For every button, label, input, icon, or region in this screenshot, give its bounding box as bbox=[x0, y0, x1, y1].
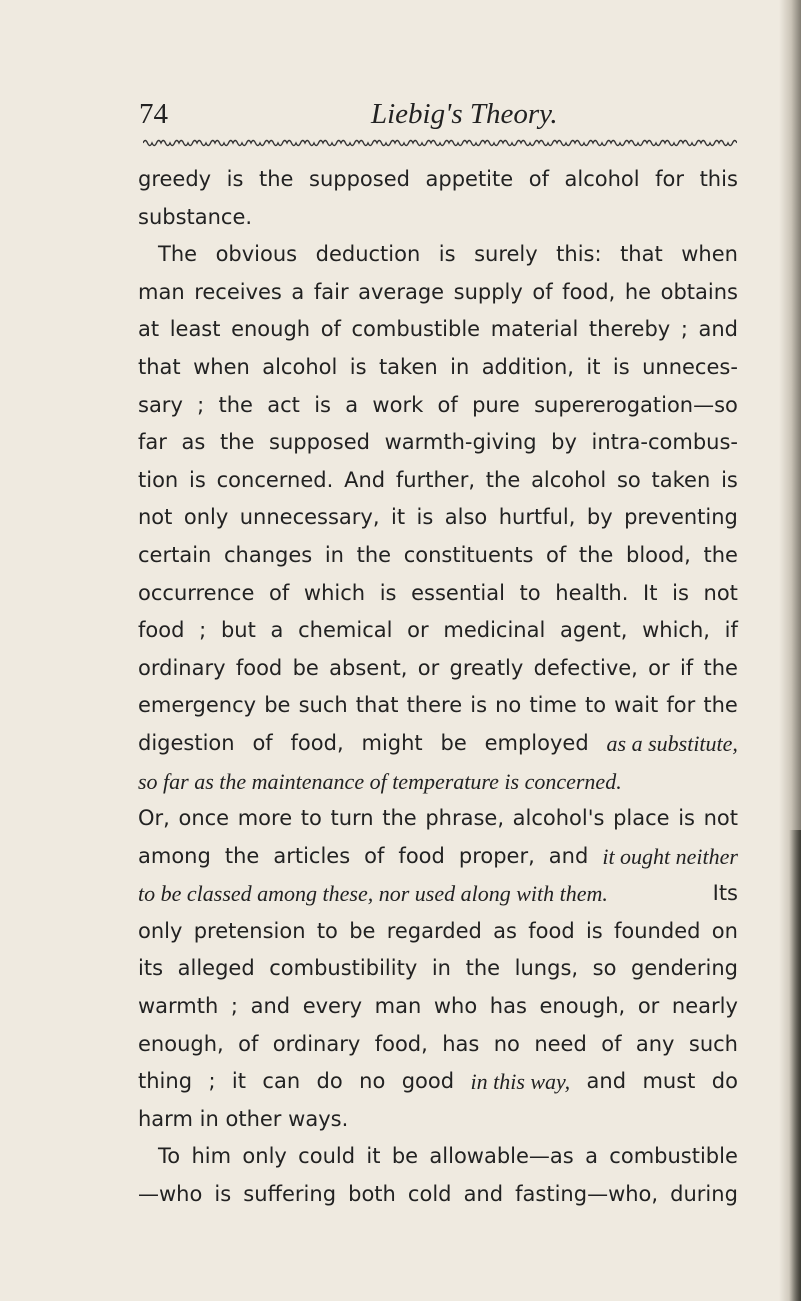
word: by bbox=[586, 505, 613, 530]
word: gendering bbox=[631, 956, 738, 981]
word: such bbox=[298, 693, 348, 718]
word: enough, bbox=[539, 994, 626, 1019]
text-line bbox=[138, 650, 738, 688]
word: he bbox=[624, 279, 652, 304]
word: the bbox=[224, 843, 260, 868]
word: a bbox=[291, 279, 305, 304]
text-line bbox=[138, 161, 738, 199]
word: its bbox=[138, 956, 164, 981]
word: combustible bbox=[351, 317, 481, 342]
word: for bbox=[666, 693, 696, 718]
text-line bbox=[138, 913, 738, 951]
italic-phrase: it ought neither bbox=[602, 843, 738, 869]
word: supply bbox=[453, 279, 523, 304]
word: alcohol bbox=[531, 467, 607, 492]
text-line bbox=[138, 725, 738, 763]
word: so bbox=[592, 956, 617, 981]
word: taken bbox=[651, 467, 711, 492]
word: of bbox=[528, 167, 549, 191]
word: to bbox=[584, 693, 607, 718]
text-line bbox=[138, 1063, 738, 1101]
word: chemical bbox=[298, 618, 393, 643]
word: far bbox=[138, 430, 167, 455]
word: food bbox=[138, 618, 185, 643]
word: the bbox=[703, 542, 738, 567]
word: to bbox=[300, 806, 322, 831]
word: occurrence bbox=[138, 580, 255, 605]
word: changes bbox=[223, 542, 313, 567]
word: of bbox=[364, 843, 385, 868]
word: medicinal bbox=[443, 618, 546, 643]
word: enough bbox=[231, 317, 311, 342]
word: be bbox=[349, 918, 376, 943]
word: receives bbox=[194, 279, 282, 304]
word: nearly bbox=[671, 994, 738, 1019]
word: emergency bbox=[138, 693, 257, 718]
italic-phrase: to be classed among these, nor used along with them. bbox=[138, 881, 608, 907]
word: deduction bbox=[315, 242, 421, 267]
word: is bbox=[612, 354, 630, 379]
text-line bbox=[138, 311, 738, 349]
word: cold bbox=[407, 1182, 452, 1207]
word: thereby bbox=[588, 317, 671, 342]
word: supposed bbox=[269, 430, 370, 455]
word: it bbox=[391, 505, 406, 530]
word: that bbox=[620, 242, 663, 267]
word: combustibility bbox=[269, 956, 418, 981]
word: intra-combus- bbox=[591, 430, 738, 455]
word: constituents bbox=[403, 542, 534, 567]
word: is bbox=[189, 467, 206, 492]
text-line bbox=[138, 875, 738, 913]
word: Its bbox=[712, 881, 738, 906]
text-line bbox=[138, 1138, 738, 1176]
word: founded bbox=[614, 918, 701, 943]
page-edge-dark bbox=[789, 830, 801, 1301]
word: when bbox=[193, 354, 250, 379]
word: ; bbox=[197, 392, 205, 417]
word: other bbox=[225, 1106, 282, 1131]
word: essential bbox=[411, 580, 505, 605]
word: pure bbox=[472, 392, 520, 417]
word: addition, bbox=[481, 354, 574, 379]
word: The bbox=[158, 242, 198, 267]
word: when bbox=[681, 242, 738, 267]
word: man bbox=[138, 279, 185, 304]
text-line bbox=[138, 1101, 738, 1139]
word: a bbox=[270, 618, 284, 643]
word: be bbox=[391, 1144, 419, 1169]
word: more bbox=[237, 806, 293, 831]
word: unnecessary, bbox=[239, 505, 380, 530]
word: in bbox=[431, 956, 451, 981]
word: food, bbox=[290, 730, 344, 755]
text-line bbox=[138, 424, 738, 462]
word: to bbox=[519, 580, 541, 605]
text-line bbox=[138, 199, 738, 237]
word: ; bbox=[208, 1069, 216, 1094]
word: the bbox=[382, 806, 417, 831]
word: fair bbox=[313, 279, 349, 304]
word: place bbox=[613, 806, 670, 831]
word: is bbox=[672, 580, 689, 605]
word: the bbox=[258, 167, 294, 191]
word: no bbox=[493, 1031, 520, 1056]
word: this: bbox=[556, 242, 602, 267]
word: could bbox=[298, 1144, 356, 1169]
word: substance. bbox=[138, 204, 253, 229]
page-header bbox=[139, 98, 739, 138]
word: greedy bbox=[138, 167, 212, 191]
word: must bbox=[642, 1069, 696, 1094]
word: absent, bbox=[329, 655, 408, 680]
word: food bbox=[528, 918, 575, 943]
word: tion bbox=[138, 467, 179, 492]
word: appetite bbox=[425, 167, 514, 191]
word: is bbox=[314, 392, 331, 417]
word: wait bbox=[614, 693, 659, 718]
word: but bbox=[220, 618, 256, 643]
word: who bbox=[433, 994, 478, 1019]
text-line bbox=[138, 800, 738, 838]
text-line bbox=[138, 537, 738, 575]
word: phrase, bbox=[425, 806, 504, 831]
word: is bbox=[226, 167, 244, 191]
word: be bbox=[264, 693, 291, 718]
word: Or, bbox=[138, 806, 170, 831]
word: of bbox=[601, 1031, 622, 1056]
word: such bbox=[688, 1031, 738, 1056]
word: concerned. bbox=[216, 467, 334, 492]
text-line bbox=[138, 687, 738, 725]
word: alcohol bbox=[564, 167, 640, 191]
word: proper, bbox=[458, 843, 535, 868]
word: It bbox=[643, 580, 658, 605]
word: alcohol bbox=[262, 354, 338, 379]
word: of bbox=[320, 317, 341, 342]
word: it bbox=[366, 1144, 381, 1169]
word: of bbox=[532, 279, 553, 304]
word: is bbox=[585, 918, 603, 943]
word: that bbox=[138, 354, 181, 379]
word: harm bbox=[138, 1106, 193, 1131]
italic-phrase: so far as the maintenance of temperature is concerned. bbox=[138, 768, 622, 794]
text-line bbox=[138, 236, 738, 274]
word: is bbox=[470, 693, 488, 718]
word: food bbox=[235, 655, 283, 680]
word: To bbox=[158, 1144, 181, 1169]
word: work bbox=[372, 392, 424, 417]
text-line bbox=[138, 838, 738, 876]
word: might bbox=[361, 730, 423, 755]
word: alleged bbox=[177, 956, 255, 981]
word: has bbox=[489, 994, 527, 1019]
word: and bbox=[463, 1182, 504, 1207]
italic-phrase: in this way, bbox=[470, 1069, 571, 1095]
word: of bbox=[238, 1031, 259, 1056]
word: employed bbox=[484, 730, 589, 755]
word: and bbox=[548, 843, 589, 868]
text-line bbox=[138, 274, 738, 312]
word: there bbox=[406, 693, 463, 718]
word: thing bbox=[138, 1069, 193, 1094]
word: if bbox=[724, 618, 738, 643]
word: blood, bbox=[625, 542, 691, 567]
word: is bbox=[379, 580, 397, 605]
word: for bbox=[655, 167, 685, 191]
word: during bbox=[670, 1182, 738, 1207]
word: be bbox=[440, 730, 467, 755]
word: the bbox=[219, 430, 255, 455]
word: defective, bbox=[533, 655, 638, 680]
word: the bbox=[703, 655, 738, 680]
word: least bbox=[169, 317, 221, 342]
word: hurtful, bbox=[498, 505, 576, 530]
word: do bbox=[316, 1069, 343, 1094]
text-line bbox=[138, 763, 738, 801]
italic-phrase: as a substitute, bbox=[606, 730, 738, 756]
word: is bbox=[721, 467, 738, 492]
word: unneces- bbox=[642, 354, 738, 379]
word: of bbox=[269, 580, 290, 605]
word: and bbox=[250, 994, 291, 1019]
word: of bbox=[437, 392, 458, 417]
text-line bbox=[138, 387, 738, 425]
word: of bbox=[252, 730, 273, 755]
word: suffering bbox=[243, 1182, 337, 1207]
word: food, bbox=[562, 279, 616, 304]
word: only bbox=[242, 1144, 287, 1169]
word: greatly bbox=[449, 655, 524, 680]
word: health. bbox=[555, 580, 629, 605]
decorative-wavy-rule bbox=[143, 137, 737, 149]
word: is bbox=[416, 505, 434, 530]
word: which bbox=[303, 580, 366, 605]
text-line bbox=[138, 499, 738, 537]
word: is bbox=[678, 806, 695, 831]
word: him bbox=[191, 1144, 232, 1169]
word: further, bbox=[395, 467, 475, 492]
word: the bbox=[485, 467, 521, 492]
word: ordinary bbox=[138, 655, 226, 680]
word: in bbox=[450, 354, 470, 379]
word: the bbox=[465, 956, 501, 981]
word: is bbox=[438, 242, 456, 267]
word: a bbox=[345, 392, 359, 417]
word: turn bbox=[330, 806, 374, 831]
text-line bbox=[138, 462, 738, 500]
word: once bbox=[178, 806, 230, 831]
word: material bbox=[490, 317, 579, 342]
text-line bbox=[138, 612, 738, 650]
word: in bbox=[324, 542, 344, 567]
text-line bbox=[138, 1026, 738, 1064]
word: or bbox=[637, 994, 660, 1019]
body-text bbox=[138, 161, 738, 1214]
word: enough, bbox=[138, 1031, 224, 1056]
word: by bbox=[551, 430, 577, 455]
word: it bbox=[231, 1069, 246, 1094]
word: man bbox=[374, 994, 422, 1019]
word: lungs, bbox=[514, 956, 579, 981]
word: obtains bbox=[660, 279, 738, 304]
word: ways. bbox=[288, 1106, 349, 1131]
word: is bbox=[349, 354, 367, 379]
word: and bbox=[586, 1069, 627, 1094]
word: surely bbox=[474, 242, 538, 267]
word: obvious bbox=[215, 242, 298, 267]
word: every bbox=[302, 994, 363, 1019]
word: so bbox=[616, 467, 641, 492]
text-line bbox=[138, 349, 738, 387]
word: warmth bbox=[138, 994, 219, 1019]
word: the bbox=[356, 542, 392, 567]
word: alcohol's bbox=[512, 806, 605, 831]
word: at bbox=[138, 317, 160, 342]
word: of bbox=[546, 542, 567, 567]
word: or bbox=[648, 655, 670, 680]
word: to bbox=[316, 918, 338, 943]
word: or bbox=[407, 618, 429, 643]
word: ; bbox=[230, 994, 238, 1019]
word: pretension bbox=[193, 918, 306, 943]
word: agent, bbox=[560, 618, 628, 643]
word: the bbox=[218, 392, 253, 417]
text-line bbox=[138, 950, 738, 988]
word: is bbox=[214, 1182, 232, 1207]
word: if bbox=[679, 655, 694, 680]
word: no bbox=[359, 1069, 386, 1094]
word: be bbox=[292, 655, 319, 680]
word: no bbox=[495, 693, 522, 718]
word: taken bbox=[378, 354, 438, 379]
word: allowable—as bbox=[429, 1144, 574, 1169]
word: fasting—who, bbox=[515, 1182, 659, 1207]
word: not bbox=[703, 580, 738, 605]
page-number: 74 bbox=[139, 98, 168, 130]
word: can bbox=[262, 1069, 301, 1094]
word: ordinary bbox=[272, 1031, 361, 1056]
word: average bbox=[358, 279, 445, 304]
word: food bbox=[398, 843, 445, 868]
word: good bbox=[401, 1069, 455, 1094]
word: and bbox=[698, 317, 738, 342]
word: supererogation—so bbox=[534, 392, 738, 417]
word: this bbox=[699, 167, 738, 191]
word: also bbox=[444, 505, 488, 530]
word: the bbox=[578, 542, 614, 567]
word: preventing bbox=[624, 505, 738, 530]
text-line bbox=[138, 1176, 738, 1214]
word: act bbox=[267, 392, 300, 417]
word: time bbox=[529, 693, 577, 718]
word: or bbox=[417, 655, 440, 680]
word: regarded bbox=[386, 918, 482, 943]
word: that bbox=[355, 693, 399, 718]
word: only bbox=[183, 505, 229, 530]
word: on bbox=[711, 918, 738, 943]
word: a bbox=[585, 1144, 598, 1169]
word: both bbox=[348, 1182, 396, 1207]
word: combustible bbox=[609, 1144, 738, 1169]
word: among bbox=[138, 843, 211, 868]
text-line bbox=[138, 988, 738, 1026]
word: food, bbox=[374, 1031, 428, 1056]
word: ; bbox=[199, 618, 207, 643]
word: articles bbox=[273, 843, 351, 868]
word: not bbox=[138, 505, 173, 530]
word: ; bbox=[680, 317, 688, 342]
word: as bbox=[181, 430, 206, 455]
word: supposed bbox=[309, 167, 410, 191]
running-title: Liebig's Theory. bbox=[371, 98, 558, 130]
word: the bbox=[703, 693, 738, 718]
word: in bbox=[199, 1106, 219, 1131]
text-line bbox=[138, 575, 738, 613]
word: digestion bbox=[138, 730, 235, 755]
word: —who bbox=[138, 1182, 203, 1207]
word: it bbox=[586, 354, 601, 379]
word: do bbox=[711, 1069, 738, 1094]
word: any bbox=[635, 1031, 675, 1056]
word: And bbox=[344, 467, 386, 492]
word: only bbox=[138, 918, 183, 943]
word: warmth-giving bbox=[384, 430, 537, 455]
word: certain bbox=[138, 542, 212, 567]
word: has bbox=[442, 1031, 480, 1056]
word: as bbox=[493, 918, 517, 943]
word: not bbox=[703, 806, 738, 831]
word: which, bbox=[642, 618, 710, 643]
word: sary bbox=[138, 392, 183, 417]
word: need bbox=[534, 1031, 587, 1056]
